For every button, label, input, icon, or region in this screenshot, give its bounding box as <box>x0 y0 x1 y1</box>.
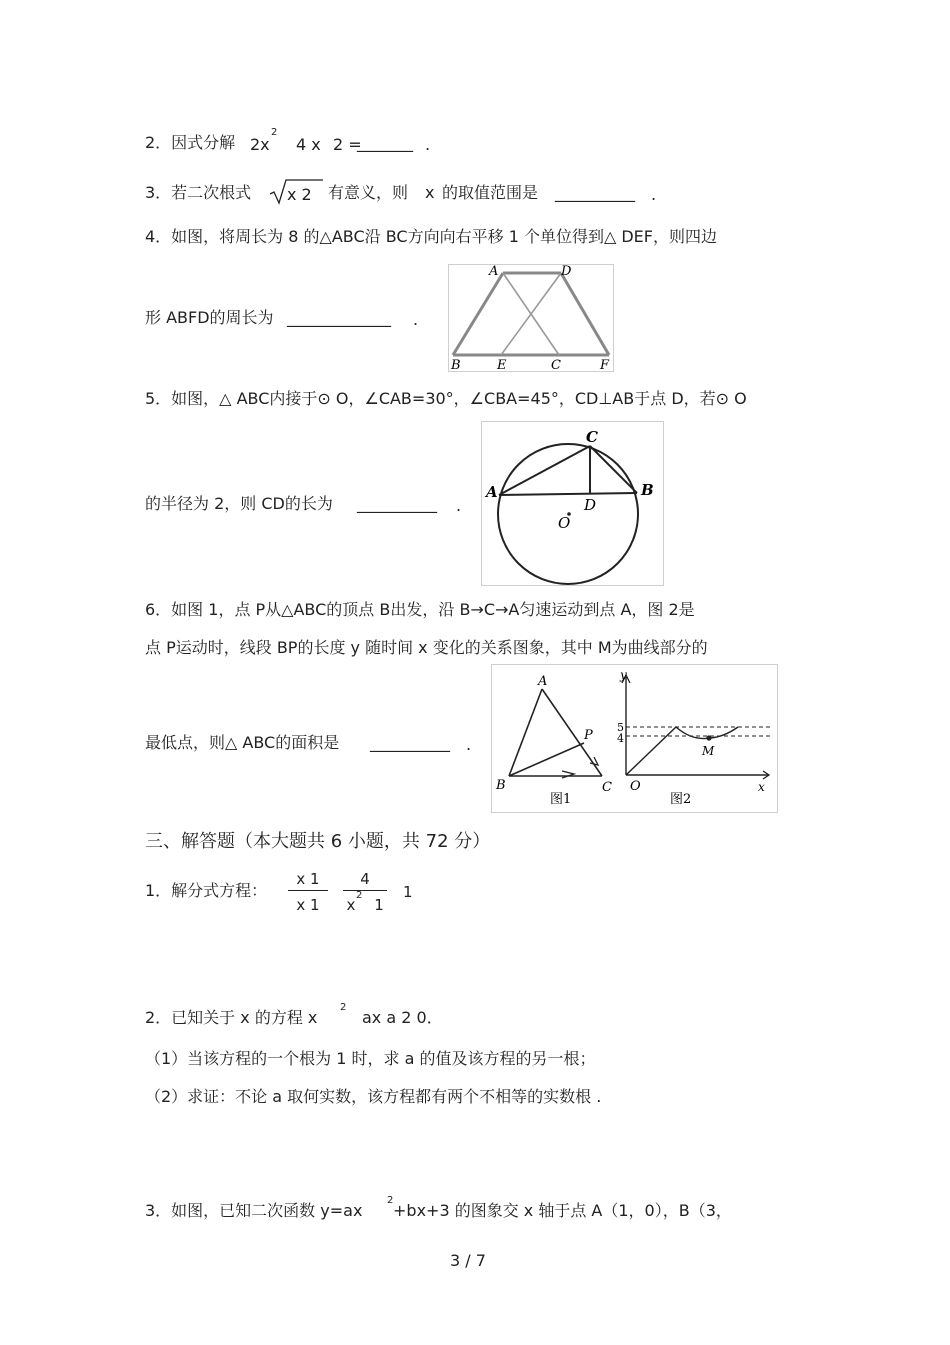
q5-line1: 5．如图，△ ABC内接于⊙ O，∠CAB=30°，∠CBA=45°，CD⊥AB于点 D，若⊙ O <box>145 389 747 408</box>
s1-numerator-1: x 1 <box>296 870 320 888</box>
s2-rest: ax a 2 0． <box>362 1008 443 1027</box>
q3-radicand: x 2 <box>287 185 312 204</box>
label-o: O <box>558 514 571 532</box>
q6-end: . <box>466 735 472 754</box>
s3-rest: +bx+3 的图象交 x 轴于点 A（1，0），B（3， <box>393 1201 732 1220</box>
q2-label: 2．因式分解 <box>145 133 236 152</box>
q3-end: . <box>651 185 657 204</box>
label-f: F <box>600 358 610 371</box>
q4-figure <box>448 264 614 372</box>
fig2-label-x: x <box>758 780 765 794</box>
q2-expr-b: 4 x <box>296 135 321 154</box>
fig2-tick-4: 4 <box>617 732 624 745</box>
label-b: B <box>451 358 461 371</box>
q3-text3: 的取值范围是 <box>442 183 539 202</box>
q5-figure <box>481 421 664 586</box>
q5-blank: __________ <box>357 494 437 513</box>
q5-end: . <box>456 496 462 515</box>
fig1-label-b: B <box>496 778 506 793</box>
s1-denominator-2b: 1 <box>374 896 384 914</box>
fig2-label-m: M <box>702 744 715 758</box>
q3-label: 3．若二次根式 <box>145 183 252 202</box>
s2-part1: （1）当该方程的一个根为 1 时，求 a 的值及该方程的另一根； <box>145 1049 596 1068</box>
q2-expr-c: 2 = <box>333 135 362 154</box>
q6-line3: 最低点，则△ ABC的面积是 <box>145 733 340 752</box>
s1-fraction-bar-1 <box>288 890 328 891</box>
q4-line1: 4．如图，将周长为 8 的△ABC沿 BC方向向右平移 1 个单位得到△ DEF，则四边 <box>145 227 717 246</box>
q4-end: . <box>413 310 419 329</box>
q2-blank: _______ <box>357 133 413 152</box>
q6-line2: 点 P运动时，线段 BP的长度 y 随时间 x 变化的关系图象，其中 M为曲线部分的 <box>145 638 708 657</box>
fig2-label-y: y <box>620 668 627 682</box>
q2-expr-a: 2x <box>250 135 270 154</box>
s1-fraction-bar-2 <box>343 890 387 891</box>
s3-label: 3．如图，已知二次函数 y=ax <box>145 1201 363 1220</box>
fig1-label-a: A <box>538 674 548 689</box>
s1-numerator-2: 4 <box>360 870 370 888</box>
fig2-label-o: O <box>630 779 641 794</box>
moving-point-diagram <box>492 665 777 812</box>
label-c: C <box>586 428 598 446</box>
page-number: 3 / 7 <box>450 1251 486 1270</box>
s2-part2: （2）求证：不论 a 取何实数，该方程都有两个不相等的实数根 . <box>145 1087 602 1106</box>
s1-denominator-2-sup: 2 <box>356 890 363 901</box>
fig1-label-c: C <box>602 780 612 795</box>
s1-label: 1．解分式方程： <box>145 881 268 900</box>
q4-blank: _____________ <box>287 308 391 327</box>
label-a: A <box>486 483 498 501</box>
fig2-caption: 图2 <box>670 792 692 807</box>
q6-line1: 6．如图 1，点 P从△ABC的顶点 B出发，沿 B→C→A匀速运动到点 A，图 2是 <box>145 600 695 619</box>
q4-line2: 形 ABFD的周长为 <box>145 308 274 327</box>
label-d: D <box>584 496 597 514</box>
fig2-tick-5: 5 <box>617 721 624 734</box>
label-c: C <box>551 358 561 371</box>
label-e: E <box>497 358 507 371</box>
fig1-label-p: P <box>584 728 593 743</box>
section-3-title: 三、解答题（本大题共 6 小题，共 72 分） <box>145 831 491 852</box>
q6-blank: __________ <box>370 733 450 752</box>
inscribed-triangle-circle-diagram <box>482 422 663 585</box>
s2-sup: 2 <box>340 1002 347 1013</box>
q3-var: x <box>425 183 435 202</box>
q3-text2: 有意义，则 <box>328 183 409 202</box>
q5-line2: 的半径为 2，则 CD的长为 <box>145 494 333 513</box>
label-d: D <box>561 265 572 279</box>
label-a: A <box>489 265 499 279</box>
s1-rhs: 1 <box>403 883 413 901</box>
fig1-caption: 图1 <box>550 792 572 807</box>
q2-end: . <box>425 135 431 154</box>
q6-figure <box>491 664 778 813</box>
s1-denominator-1: x 1 <box>296 896 320 914</box>
translated-triangles-diagram <box>449 265 613 371</box>
label-b: B <box>641 481 654 499</box>
s3-sup: 2 <box>387 1195 394 1206</box>
s1-denominator-2a: x <box>346 896 356 914</box>
q2-sup: 2 <box>271 127 278 138</box>
q3-blank: __________ <box>555 183 635 202</box>
s2-label: 2．已知关于 x 的方程 x <box>145 1008 318 1027</box>
